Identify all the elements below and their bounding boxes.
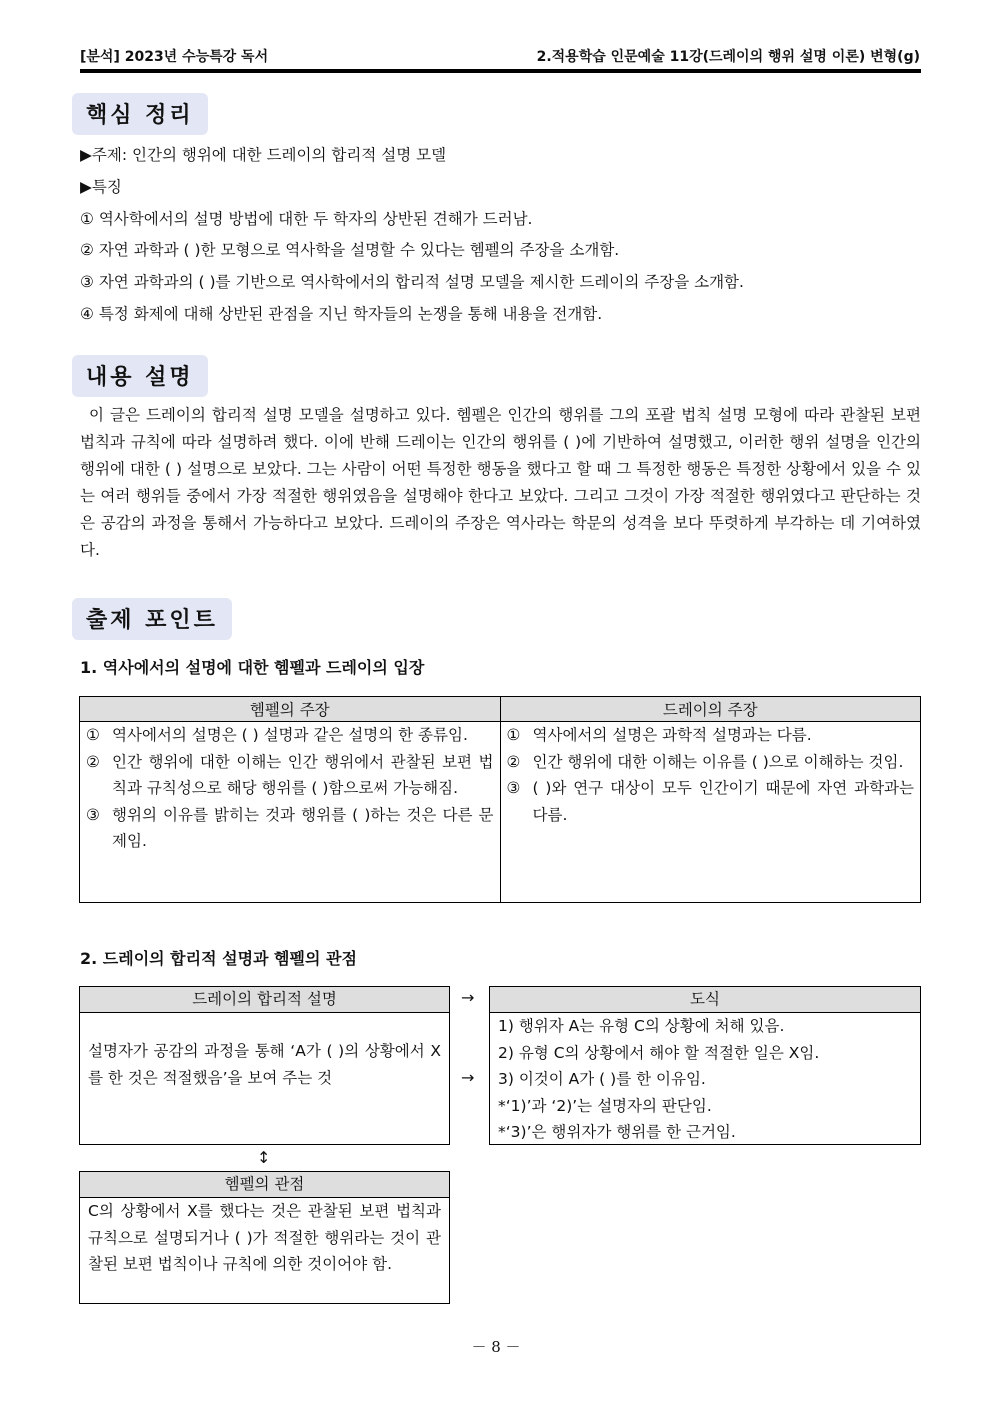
schema-box <box>489 986 921 1145</box>
section-title-summary: 핵심 정리 <box>72 93 208 135</box>
points-subheading-2: 2. 드레이의 합리적 설명과 헴펠의 관점 <box>80 949 357 968</box>
section-title-points: 출제 포인트 <box>72 598 232 640</box>
summary-feature-1: ① 역사학에서의 설명 방법에 대한 두 학자의 상반된 견해가 드러남. <box>80 210 533 228</box>
schema-box-header: 도식 <box>490 987 920 1013</box>
list-item: ① 역사에서의 설명은 과학적 설명과는 다름. <box>506 726 812 744</box>
table-cell-dray <box>500 722 921 903</box>
hempel-box-header: 헴펠의 관점 <box>80 1172 449 1198</box>
comparison-table <box>79 696 921 903</box>
list-item: ② 인간 행위에 대한 이해는 인간 행위에서 관찰된 보편 법칙과 규칙성으로 해당 행위를 ( )함으로써 가능해짐. <box>86 752 494 797</box>
arrow-updown-icon: ↕ <box>257 1148 271 1167</box>
hempel-view-box <box>79 1171 450 1304</box>
schema-line: *‘3)’은 행위자가 행위를 한 근거임. <box>498 1123 736 1142</box>
summary-features-label: ▶특징 <box>80 178 122 196</box>
summary-topic: ▶주제: 인간의 행위에 대한 드레이의 합리적 설명 모델 <box>80 146 447 164</box>
points-subheading-1: 1. 역사에서의 설명에 대한 헴펠과 드레이의 입장 <box>80 658 425 677</box>
schema-line: *‘1)’과 ‘2)’는 설명자의 판단임. <box>498 1096 712 1115</box>
arrow-right-icon: → <box>461 988 475 1007</box>
table-cell-hempel <box>80 722 501 903</box>
arrow-right-icon: → <box>461 1068 475 1087</box>
list-item: ③ ( )와 연구 대상이 모두 인간이기 때문에 자연 과학과는 다름. <box>506 779 914 824</box>
list-item: ② 인간 행위에 대한 이해는 이유를 ( )으로 이해하는 것임. <box>506 752 904 771</box>
content-paragraph: 이 글은 드레이의 합리적 설명 모델을 설명하고 있다. 헴펠은 인간의 행위를 그의 포괄 법칙 설명 모형에 따라 관찰된 보편 법칙과 규칙에 따라 설명하려 했다. 이에 반해 드레이는 인간의 행위를 ( )에 기반하여 설명했고, 이러한 행위 설명을 인간의 행위에 대한 ( ) 설명으로 보았다. 그는 사람이 어떤 특정한 행동을 했다고 할 때 그 특정한 행동은 특정한 상황에서 있을 수 있는 여러 행위들 중에서 가장 적절한 행위였음을 설명해야 한다고 보았다. 그리고 그것이 가장 적절한 행위였다고 판단하는 것은 공감의 과정을 통해서 가능하다고 보았다. 드레이의 주장은 역사라는 학문의 성격을 보다 뚜렷하게 부각하는 데 기여하였다. <box>80 406 921 559</box>
hempel-box-body: C의 상황에서 X를 했다는 것은 관찰된 보편 법칙과 규칙으로 설명되거나 ( )가 적절한 행위라는 것이 관찰된 보편 법칙이나 규칙에 의한 것이어야 함. <box>88 1202 441 1273</box>
schema-line: 1) 행위자 A는 유형 C의 상황에 처해 있음. <box>498 1017 785 1035</box>
summary-feature-3: ③ 자연 과학과의 ( )를 기반으로 역사학에서의 합리적 설명 모델을 제시한 드레이의 주장을 소개함. <box>80 273 744 291</box>
list-item: ③ 행위의 이유를 밝히는 것과 행위를 ( )하는 것은 다른 문제임. <box>86 805 494 850</box>
dray-box-body: 설명자가 공감의 과정을 통해 ‘A가 ( )의 상황에서 X를 한 것은 적절했음’을 보여 주는 것 <box>88 1042 441 1087</box>
table-header-hempel: 헴펠의 주장 <box>80 697 501 722</box>
header-rule <box>80 69 921 73</box>
header-left: [분석] 2023년 수능특강 독서 <box>80 49 269 65</box>
dray-explanation-box <box>79 986 450 1145</box>
summary-feature-2: ② 자연 과학과 ( )한 모형으로 역사학을 설명할 수 있다는 헴펠의 주장을 소개함. <box>80 241 620 259</box>
dray-box-header: 드레이의 합리적 설명 <box>80 987 449 1013</box>
schema-line: 3) 이것이 A가 ( )를 한 이유임. <box>498 1070 706 1089</box>
summary-feature-4: ④ 특정 화제에 대해 상반된 관점을 지닌 학자들의 논쟁을 통해 내용을 전개함. <box>80 305 603 323</box>
page-number: － 8 － <box>471 1338 521 1356</box>
list-item: ① 역사에서의 설명은 ( ) 설명과 같은 설명의 한 종류임. <box>86 726 468 744</box>
schema-line: 2) 유형 C의 상황에서 해야 할 적절한 일은 X임. <box>498 1043 820 1062</box>
schema-box-body <box>490 1013 920 1146</box>
table-header-dray: 드레이의 주장 <box>500 697 921 722</box>
header-right: 2.적용학습 인문예술 11강(드레이의 행위 설명 이론) 변형(g) <box>536 49 920 65</box>
section-title-content: 내용 설명 <box>72 355 208 397</box>
